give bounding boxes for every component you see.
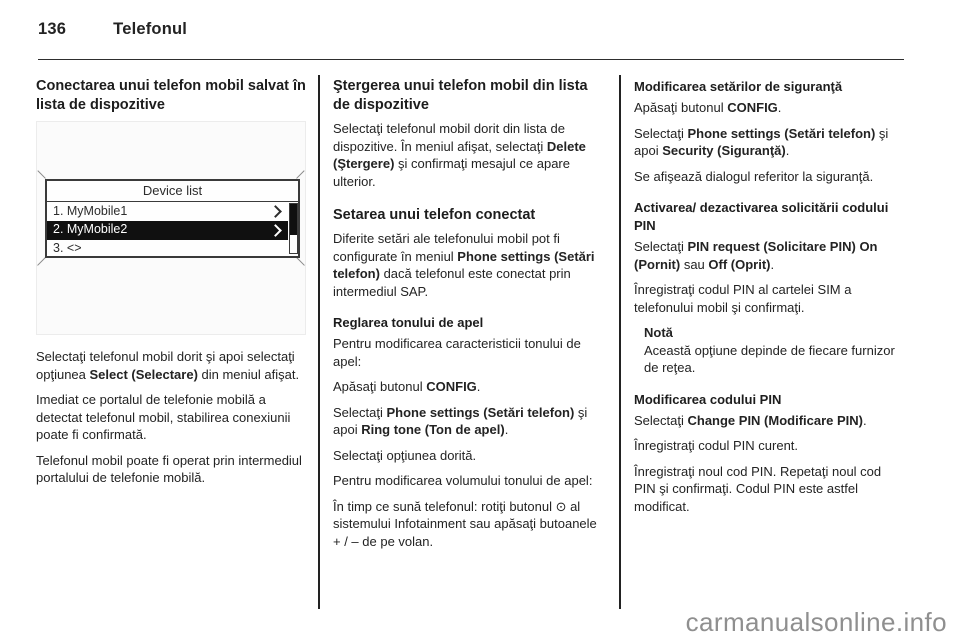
text-run: Selectaţi opţiunea dorită. (333, 447, 477, 463)
device-list-item (47, 221, 288, 240)
paragraph (333, 498, 605, 551)
paragraph (634, 281, 906, 316)
text-run: şi confirmaţi mesajul ce apare ulterior. (333, 156, 570, 189)
paragraph (36, 348, 308, 383)
corner-mark (37, 170, 46, 179)
paragraph (634, 412, 906, 430)
paragraph (333, 120, 605, 190)
menu-item-name: Change PIN (Modificare PIN) (687, 412, 864, 428)
page-title: Telefonul (113, 20, 188, 38)
note-text (644, 342, 906, 377)
text-run: Selectaţi (634, 125, 688, 141)
paragraph (634, 437, 906, 455)
text-run: Selectaţi (634, 239, 688, 254)
infotainment-screen (45, 179, 300, 258)
menu-item-name: Select (Selectare) (89, 366, 198, 382)
text-run: Înregistraţi codul PIN curent. (634, 438, 799, 453)
text-run: Această opţiune depinde de fiecare furnizor de reţea. (644, 342, 895, 375)
watermark: carmanualsonline.info (685, 607, 947, 637)
column-divider (619, 75, 621, 609)
corner-mark (37, 257, 46, 266)
text-run: Imediat ce portalul de telefonie mobilă a detectat telefonul mobil, stabilirea conexiunii poate fi confirmată. (36, 392, 291, 442)
text-run: Pentru modificarea volumului tonului de apel: (333, 473, 593, 488)
column-left (36, 77, 308, 495)
column-left-text (36, 348, 308, 487)
device-list-item (47, 203, 288, 221)
device-label: 1. MyMobile1 (53, 203, 128, 218)
text-run: . (770, 256, 775, 272)
paragraph (333, 230, 605, 300)
sub-heading: Reglarea tonului de apel (333, 315, 484, 330)
menu-item-name: CONFIG (727, 100, 778, 115)
menu-item-name: Phone settings (Setări telefon) (333, 248, 595, 281)
text-run: şi apoi (333, 404, 588, 437)
paragraph (634, 463, 906, 516)
device-label: 2. MyMobile2 (53, 222, 128, 237)
paragraph (36, 452, 308, 487)
paragraph (333, 404, 605, 439)
corner-mark (296, 170, 305, 179)
text-run: Selectaţi telefonul mobil dorit şi apoi selectaţi opţiunea (36, 349, 295, 382)
paragraph (333, 447, 605, 465)
menu-item-name: On (Pornit) (634, 239, 878, 272)
text-run: şi apoi (634, 125, 889, 158)
column-middle (333, 77, 605, 558)
menu-item-name: Delete (Ştergere) (333, 138, 586, 171)
paragraph (333, 378, 605, 396)
text-run: Pentru modificarea caracteristicii tonului de apel: (333, 336, 581, 369)
text-run: Selectaţi (634, 412, 688, 428)
scrollbar-thumb (290, 204, 297, 236)
text-run: Diferite setări ale telefonului mobil pot fi configurate în meniul (333, 231, 560, 264)
page-header (38, 20, 187, 39)
chevron-right-icon (269, 205, 282, 218)
menu-item-name: Ring tone (Ton de apel) (361, 422, 505, 437)
device-list-item (47, 240, 288, 258)
text-run: . (476, 379, 481, 394)
text-run: Selectaţi telefonul mobil dorit din lista de dispozitive. În meniul afişat, selectaţi (333, 121, 565, 154)
text-run: În timp ce sună telefonul: rotiţi butonul ⊙ al sistemului Infotainment sau apăsaţi butoanele + / – de pe volan. (333, 498, 597, 549)
text-run: . (504, 422, 509, 437)
text-run: . (777, 100, 782, 115)
text-run: Selectaţi (333, 404, 387, 420)
menu-item-name: PIN request (Solicitare PIN) (687, 239, 856, 254)
chevron-right-icon (269, 224, 282, 237)
corner-mark (296, 257, 305, 266)
sub-heading: Modificarea codului PIN (634, 391, 782, 407)
scrollbar (289, 203, 298, 255)
paragraph (333, 472, 605, 490)
menu-item-name: Phone settings (Setări telefon) (386, 404, 575, 420)
sub-heading: Modificarea setărilor de siguranţă (634, 79, 843, 94)
menu-item-name: Phone settings (Setări telefon) (687, 125, 876, 141)
section-heading: Conectarea unui telefon mobil salvat în lista de dispozitive (36, 78, 306, 113)
text-run: Telefonul mobil poate fi operat prin intermediul portalului de telefonie mobilă. (36, 452, 302, 485)
device-label: 3. <> (53, 240, 82, 255)
text-run: Se afişează dialogul referitor la siguranţă. (634, 168, 874, 184)
text-run: dacă telefonul este conectat prin intermediul SAP. (333, 266, 571, 299)
text-run: . (785, 143, 790, 158)
paragraph (634, 125, 906, 160)
text-run: Înregistraţi noul cod PIN. Repetaţi noul cod PIN şi confirmaţi. Codul PIN este astfel modificat. (634, 463, 882, 514)
menu-item-name: Security (Siguranţă) (662, 143, 786, 158)
column-divider (318, 75, 320, 609)
device-list-title: Device list (47, 181, 298, 202)
text-run: Apăsaţi butonul (634, 100, 728, 115)
section-heading: Setarea unui telefon conectat (333, 207, 536, 223)
menu-item-name: CONFIG (426, 379, 477, 394)
paragraph (634, 238, 906, 273)
text-run: sau (680, 256, 709, 272)
menu-item-name: Off (Oprit) (708, 256, 771, 272)
text-run: din meniul afişat. (197, 366, 300, 382)
section-heading: Ştergerea unui telefon mobil din lista de dispozitive (333, 78, 588, 113)
header-rule (38, 59, 904, 60)
note-title: Notă (644, 325, 673, 340)
note-block (644, 324, 906, 377)
paragraph (36, 391, 308, 444)
text-run: Apăsaţi butonul (333, 379, 427, 394)
device-list-rows (47, 203, 288, 257)
text-run: . (863, 412, 867, 428)
device-list-figure (36, 121, 306, 335)
column-right (634, 77, 906, 523)
paragraph (333, 335, 605, 370)
paragraph (634, 99, 906, 117)
sub-heading: Activarea/ dezactivarea solicitării codului PIN (634, 200, 889, 233)
text-run: Înregistraţi codul PIN al cartelei SIM a telefonului mobil şi confirmaţi. (634, 282, 852, 315)
page-number: 136 (38, 20, 67, 38)
paragraph (634, 168, 906, 186)
